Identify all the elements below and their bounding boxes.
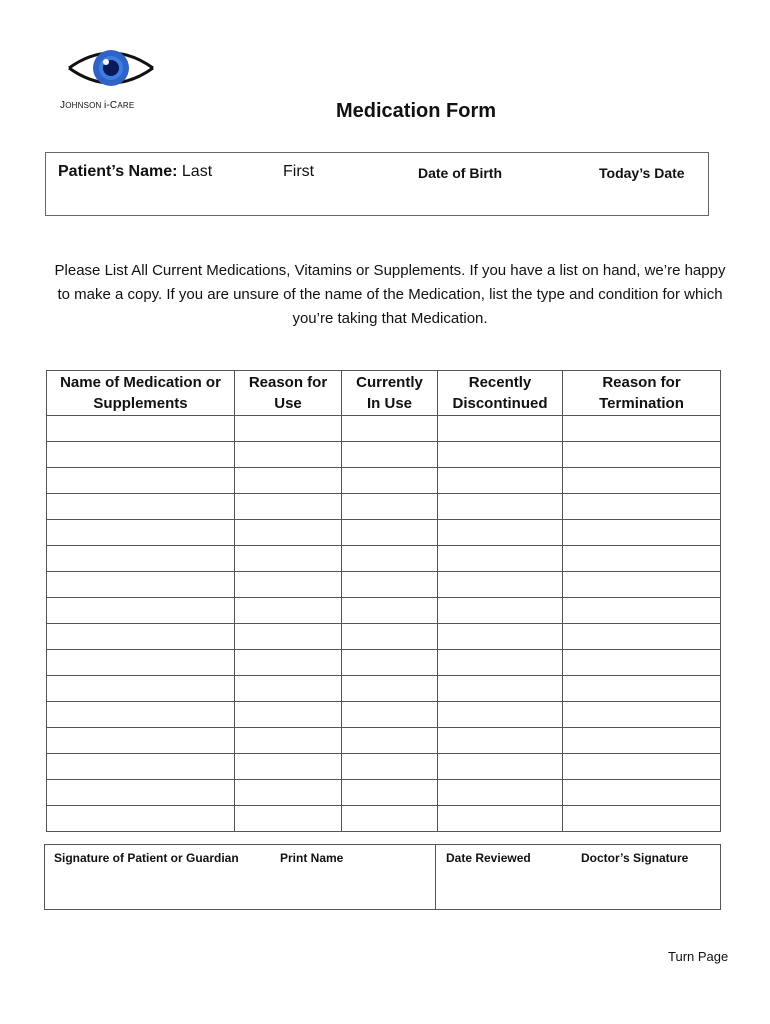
print-name-label[interactable]: Print Name — [280, 851, 344, 865]
recently-discontinued-cell[interactable] — [438, 754, 563, 780]
header-medication-name: Name of Medication or Supplements — [47, 371, 235, 416]
currently-in-use-cell[interactable] — [342, 494, 438, 520]
recently-discontinued-cell[interactable] — [438, 676, 563, 702]
todays-date-label[interactable]: Today’s Date — [599, 165, 685, 181]
recently-discontinued-cell[interactable] — [438, 728, 563, 754]
medication-table — [46, 370, 721, 832]
currently-in-use-cell[interactable] — [342, 572, 438, 598]
currently-in-use-cell[interactable] — [342, 598, 438, 624]
date-reviewed-label[interactable]: Date Reviewed — [446, 851, 531, 865]
reason-for-use-cell[interactable] — [235, 702, 342, 728]
reason-for-use-cell[interactable] — [235, 494, 342, 520]
header-currently-in-use: Currently In Use — [342, 371, 438, 416]
recently-discontinued-cell[interactable] — [438, 468, 563, 494]
table-row — [47, 624, 721, 650]
eye-icon — [66, 46, 156, 90]
reason-for-use-cell[interactable] — [235, 572, 342, 598]
signature-divider — [435, 845, 436, 909]
medication-name-cell[interactable] — [47, 520, 235, 546]
reason-for-use-cell[interactable] — [235, 598, 342, 624]
table-row — [47, 780, 721, 806]
recently-discontinued-cell[interactable] — [438, 442, 563, 468]
johnson-icare-logo — [60, 46, 160, 118]
reason-for-termination-cell[interactable] — [563, 442, 721, 468]
reason-for-termination-cell[interactable] — [563, 806, 721, 832]
reason-for-termination-cell[interactable] — [563, 702, 721, 728]
reason-for-use-cell[interactable] — [235, 520, 342, 546]
table-row — [47, 650, 721, 676]
medication-name-cell[interactable] — [47, 676, 235, 702]
reason-for-termination-cell[interactable] — [563, 598, 721, 624]
recently-discontinued-cell[interactable] — [438, 494, 563, 520]
reason-for-use-cell[interactable] — [235, 806, 342, 832]
reason-for-termination-cell[interactable] — [563, 416, 721, 442]
table-row — [47, 806, 721, 832]
logo-brand-text: JOHNSON i-CARE — [60, 100, 135, 111]
table-row — [47, 546, 721, 572]
patient-name-label: Patient’s Name — [58, 163, 173, 180]
medication-name-cell[interactable] — [47, 598, 235, 624]
recently-discontinued-cell[interactable] — [438, 624, 563, 650]
reason-for-use-cell[interactable] — [235, 676, 342, 702]
recently-discontinued-cell[interactable] — [438, 546, 563, 572]
header-reason-for-use: Reason for Use — [235, 371, 342, 416]
currently-in-use-cell[interactable] — [342, 650, 438, 676]
table-row — [47, 572, 721, 598]
reason-for-use-cell[interactable] — [235, 468, 342, 494]
currently-in-use-cell[interactable] — [342, 676, 438, 702]
medication-name-cell[interactable] — [47, 806, 235, 832]
table-row — [47, 676, 721, 702]
table-row — [47, 520, 721, 546]
currently-in-use-cell[interactable] — [342, 754, 438, 780]
medication-name-cell[interactable] — [47, 416, 235, 442]
currently-in-use-cell[interactable] — [342, 728, 438, 754]
reason-for-use-cell[interactable] — [235, 416, 342, 442]
currently-in-use-cell[interactable] — [342, 702, 438, 728]
currently-in-use-cell[interactable] — [342, 546, 438, 572]
reason-for-termination-cell[interactable] — [563, 494, 721, 520]
signature-box — [44, 844, 721, 910]
recently-discontinued-cell[interactable] — [438, 572, 563, 598]
currently-in-use-cell[interactable] — [342, 520, 438, 546]
reason-for-termination-cell[interactable] — [563, 728, 721, 754]
patient-info-box[interactable] — [45, 152, 709, 216]
reason-for-termination-cell[interactable] — [563, 780, 721, 806]
currently-in-use-cell[interactable] — [342, 780, 438, 806]
patient-signature-label[interactable]: Signature of Patient or Guardian — [54, 851, 239, 865]
medication-name-cell[interactable] — [47, 754, 235, 780]
medication-name-cell[interactable] — [47, 494, 235, 520]
reason-for-termination-cell[interactable] — [563, 650, 721, 676]
reason-for-use-cell[interactable] — [235, 624, 342, 650]
recently-discontinued-cell[interactable] — [438, 650, 563, 676]
reason-for-use-cell[interactable] — [235, 780, 342, 806]
table-row — [47, 598, 721, 624]
reason-for-termination-cell[interactable] — [563, 546, 721, 572]
reason-for-use-cell[interactable] — [235, 546, 342, 572]
table-row — [47, 416, 721, 442]
doctor-signature-label[interactable]: Doctor’s Signature — [581, 851, 689, 865]
reason-for-use-cell[interactable] — [235, 650, 342, 676]
recently-discontinued-cell[interactable] — [438, 780, 563, 806]
date-of-birth-label[interactable]: Date of Birth — [418, 165, 502, 181]
reason-for-use-cell[interactable] — [235, 728, 342, 754]
table-row — [47, 442, 721, 468]
medication-name-cell[interactable] — [47, 546, 235, 572]
medication-name-cell[interactable] — [47, 572, 235, 598]
recently-discontinued-cell[interactable] — [438, 806, 563, 832]
recently-discontinued-cell[interactable] — [438, 520, 563, 546]
medication-name-cell[interactable] — [47, 728, 235, 754]
table-row — [47, 702, 721, 728]
recently-discontinued-cell[interactable] — [438, 416, 563, 442]
header-recently-discontinued: Recently Discontinued — [438, 371, 563, 416]
header-reason-for-termination: Reason for Termination — [563, 371, 721, 416]
turn-page-note: Turn Page — [668, 949, 729, 964]
medication-name-cell[interactable] — [47, 442, 235, 468]
reason-for-termination-cell[interactable] — [563, 754, 721, 780]
first-name-label[interactable]: First — [283, 163, 315, 180]
recently-discontinued-cell[interactable] — [438, 702, 563, 728]
currently-in-use-cell[interactable] — [342, 624, 438, 650]
medication-name-cell[interactable] — [47, 702, 235, 728]
reason-for-termination-cell[interactable] — [563, 676, 721, 702]
medication-name-cell[interactable] — [47, 780, 235, 806]
table-header-row — [47, 371, 721, 416]
last-name-label: Last — [177, 163, 213, 180]
medication-name-cell[interactable] — [47, 624, 235, 650]
reason-for-termination-cell[interactable] — [563, 572, 721, 598]
reason-for-termination-cell[interactable] — [563, 468, 721, 494]
patient-last-name-field[interactable]: Patient’s Name: Last — [58, 163, 213, 180]
table-row — [47, 728, 721, 754]
currently-in-use-cell[interactable] — [342, 416, 438, 442]
reason-for-termination-cell[interactable] — [563, 624, 721, 650]
medication-name-cell[interactable] — [47, 468, 235, 494]
table-row — [47, 468, 721, 494]
reason-for-use-cell[interactable] — [235, 442, 342, 468]
table-row — [47, 754, 721, 780]
currently-in-use-cell[interactable] — [342, 468, 438, 494]
instructions-text: Please List All Current Medications, Vitamins or Supplements. If you have a list on hand, we’re happy to make a copy. If you are unsure of the name of the Medication, list the type and condition for which you’re taking that Medication. — [54, 262, 726, 327]
currently-in-use-cell[interactable] — [342, 806, 438, 832]
reason-for-termination-cell[interactable] — [563, 520, 721, 546]
currently-in-use-cell[interactable] — [342, 442, 438, 468]
reason-for-use-cell[interactable] — [235, 754, 342, 780]
recently-discontinued-cell[interactable] — [438, 598, 563, 624]
table-row — [47, 494, 721, 520]
medication-name-cell[interactable] — [47, 650, 235, 676]
form-title: Medication Form — [336, 100, 497, 122]
